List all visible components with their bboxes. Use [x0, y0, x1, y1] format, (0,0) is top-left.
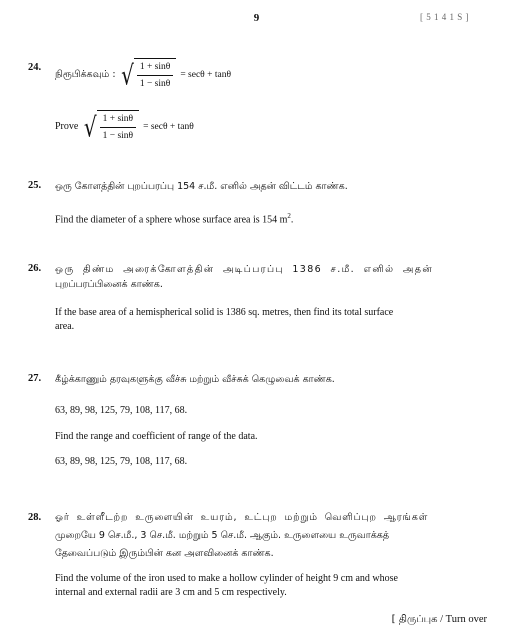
- question-tamil-line: முறையே 9 செ.மீ., 3 செ.மீ. மற்றும் 5 செ.மீ. ஆகும். உருளையை உருவாக்கத்: [55, 530, 390, 541]
- fraction: [137, 60, 174, 91]
- question-number: 28.: [28, 512, 42, 523]
- question-english-line: Find the volume of the iron used to make a hollow cylinder of height 9 cm and whose: [55, 573, 398, 584]
- question-english-line: area.: [55, 321, 75, 332]
- question-tamil-line: [55, 263, 475, 277]
- superscript: 2: [287, 212, 291, 220]
- sqrt-symbol: √: [121, 58, 134, 91]
- sqrt-symbol: √: [83, 110, 97, 143]
- question-tamil-line: தேவைப்படும் இரும்பின் கன அளவினைக் காண்க.: [55, 548, 274, 559]
- sqrt-formula: [121, 58, 231, 91]
- page-number: 9: [253, 12, 260, 24]
- english-text-end: .: [290, 214, 294, 226]
- sqrt-formula: [84, 110, 194, 143]
- equation-rhs: = secθ + tanθ: [143, 121, 194, 132]
- question-number: 27.: [28, 373, 42, 384]
- english-prefix: Prove: [55, 120, 79, 132]
- question-tamil-line: புறப்பரப்பினைக் காண்க.: [55, 279, 163, 290]
- turn-over-footer: [392, 614, 487, 626]
- footer-tamil: [ திருப்புக: [391, 614, 438, 625]
- paper-code: [ 5 1 4 1 S ]: [420, 12, 469, 22]
- fraction: [100, 112, 137, 143]
- data-values: 63, 89, 98, 125, 79, 108, 117, 68.: [55, 456, 188, 467]
- question-english-line: [55, 110, 194, 143]
- denominator: 1 − sinθ: [102, 131, 134, 141]
- equation-rhs: = secθ + tanθ: [180, 69, 231, 80]
- numerator: 1 + sinθ: [100, 112, 137, 128]
- data-values: 63, 89, 98, 125, 79, 108, 117, 68.: [55, 405, 188, 416]
- tamil-prefix: நிரூபிக்கவும் :: [55, 68, 116, 80]
- question-tamil-line: [55, 58, 231, 91]
- question-number: 25.: [28, 180, 42, 191]
- question-english-line: If the base area of a hemispherical solid is 1386 sq. metres, then find its total surface: [55, 307, 394, 318]
- footer-english: / Turn over: [440, 614, 487, 625]
- question-tamil-line: கீழ்க்காணும் தரவுகளுக்கு வீச்சு மற்றும் வீச்சுக் கெழுவைக் காண்க.: [55, 374, 335, 385]
- question-number: 24.: [28, 62, 42, 73]
- question-english-line: Find the range and coefficient of range of the data.: [55, 431, 258, 442]
- denominator: 1 − sinθ: [139, 79, 171, 89]
- english-text: Find the diameter of a sphere whose surface area is 154 m: [55, 214, 288, 226]
- question-english-line: [55, 209, 293, 227]
- question-tamil-line: ஓர் உள்ளீடற்ற உருளையின் உயரம், உட்புற மற்றும் வெளிப்புற ஆரங்கள்: [55, 512, 429, 523]
- question-number: 26.: [28, 263, 42, 274]
- tamil-line-1: ஒரு திண்ம அரைக்கோளத்தின் அடிப்பரப்பு 1386 ச.மீ. எனில் அதன்: [55, 264, 433, 275]
- question-english-line: internal and external radii are 3 cm and 5 cm respectively.: [55, 587, 287, 598]
- question-tamil-line: ஒரு கோளத்தின் புறப்பரப்பு 154 ச.மீ. எனில் அதன் விட்டம் காண்க.: [55, 181, 348, 192]
- numerator: 1 + sinθ: [137, 60, 174, 76]
